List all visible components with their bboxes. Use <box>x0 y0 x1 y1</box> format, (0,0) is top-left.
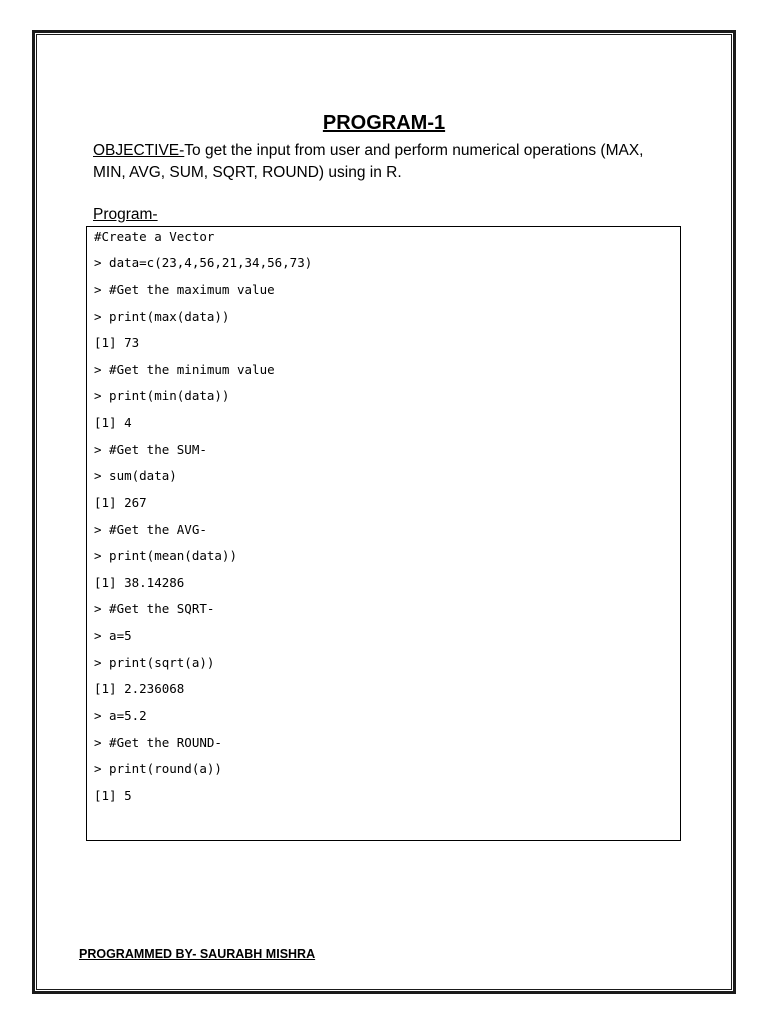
code-line: > print(max(data)) <box>94 309 230 324</box>
code-line: > a=5.2 <box>94 708 147 723</box>
objective-label: OBJECTIVE- <box>93 142 185 159</box>
code-line: > print(sqrt(a)) <box>94 655 215 670</box>
code-line: > a=5 <box>94 628 132 643</box>
code-line: > print(min(data)) <box>94 388 230 403</box>
code-line: [1] 267 <box>94 495 147 510</box>
page-title <box>0 112 768 135</box>
code-line: > #Get the ROUND- <box>94 735 222 750</box>
code-box <box>86 226 681 841</box>
code-line: > print(round(a)) <box>94 761 222 776</box>
code-line: [1] 4 <box>94 415 132 430</box>
code-line: > #Get the SQRT- <box>94 601 215 616</box>
code-line: [1] 38.14286 <box>94 575 185 590</box>
page-title-text: PROGRAM-1 <box>322 112 446 134</box>
code-line: > print(mean(data)) <box>94 548 237 563</box>
code-line: > sum(data) <box>94 468 177 483</box>
footer-author: PROGRAMMED BY- SAURABH MISHRA <box>79 947 316 961</box>
program-label: Program- <box>93 206 158 223</box>
code-line: > #Get the SUM- <box>94 442 207 457</box>
code-line: > #Get the AVG- <box>94 522 207 537</box>
code-line: > #Get the maximum value <box>94 282 275 297</box>
objective-text: To get the input from user and perform numerical operations (MAX, MIN, AVG, SUM, SQRT, ROUND) using in R. <box>93 142 644 181</box>
code-line: > #Get the minimum value <box>94 362 275 377</box>
code-line: [1] 73 <box>94 335 140 350</box>
code-line: > data=c(23,4,56,21,34,56,73) <box>94 255 313 270</box>
code-line: [1] 2.236068 <box>94 681 185 696</box>
code-line: #Create a Vector <box>94 229 215 244</box>
objective <box>93 140 653 184</box>
code-line: [1] 5 <box>94 788 132 803</box>
